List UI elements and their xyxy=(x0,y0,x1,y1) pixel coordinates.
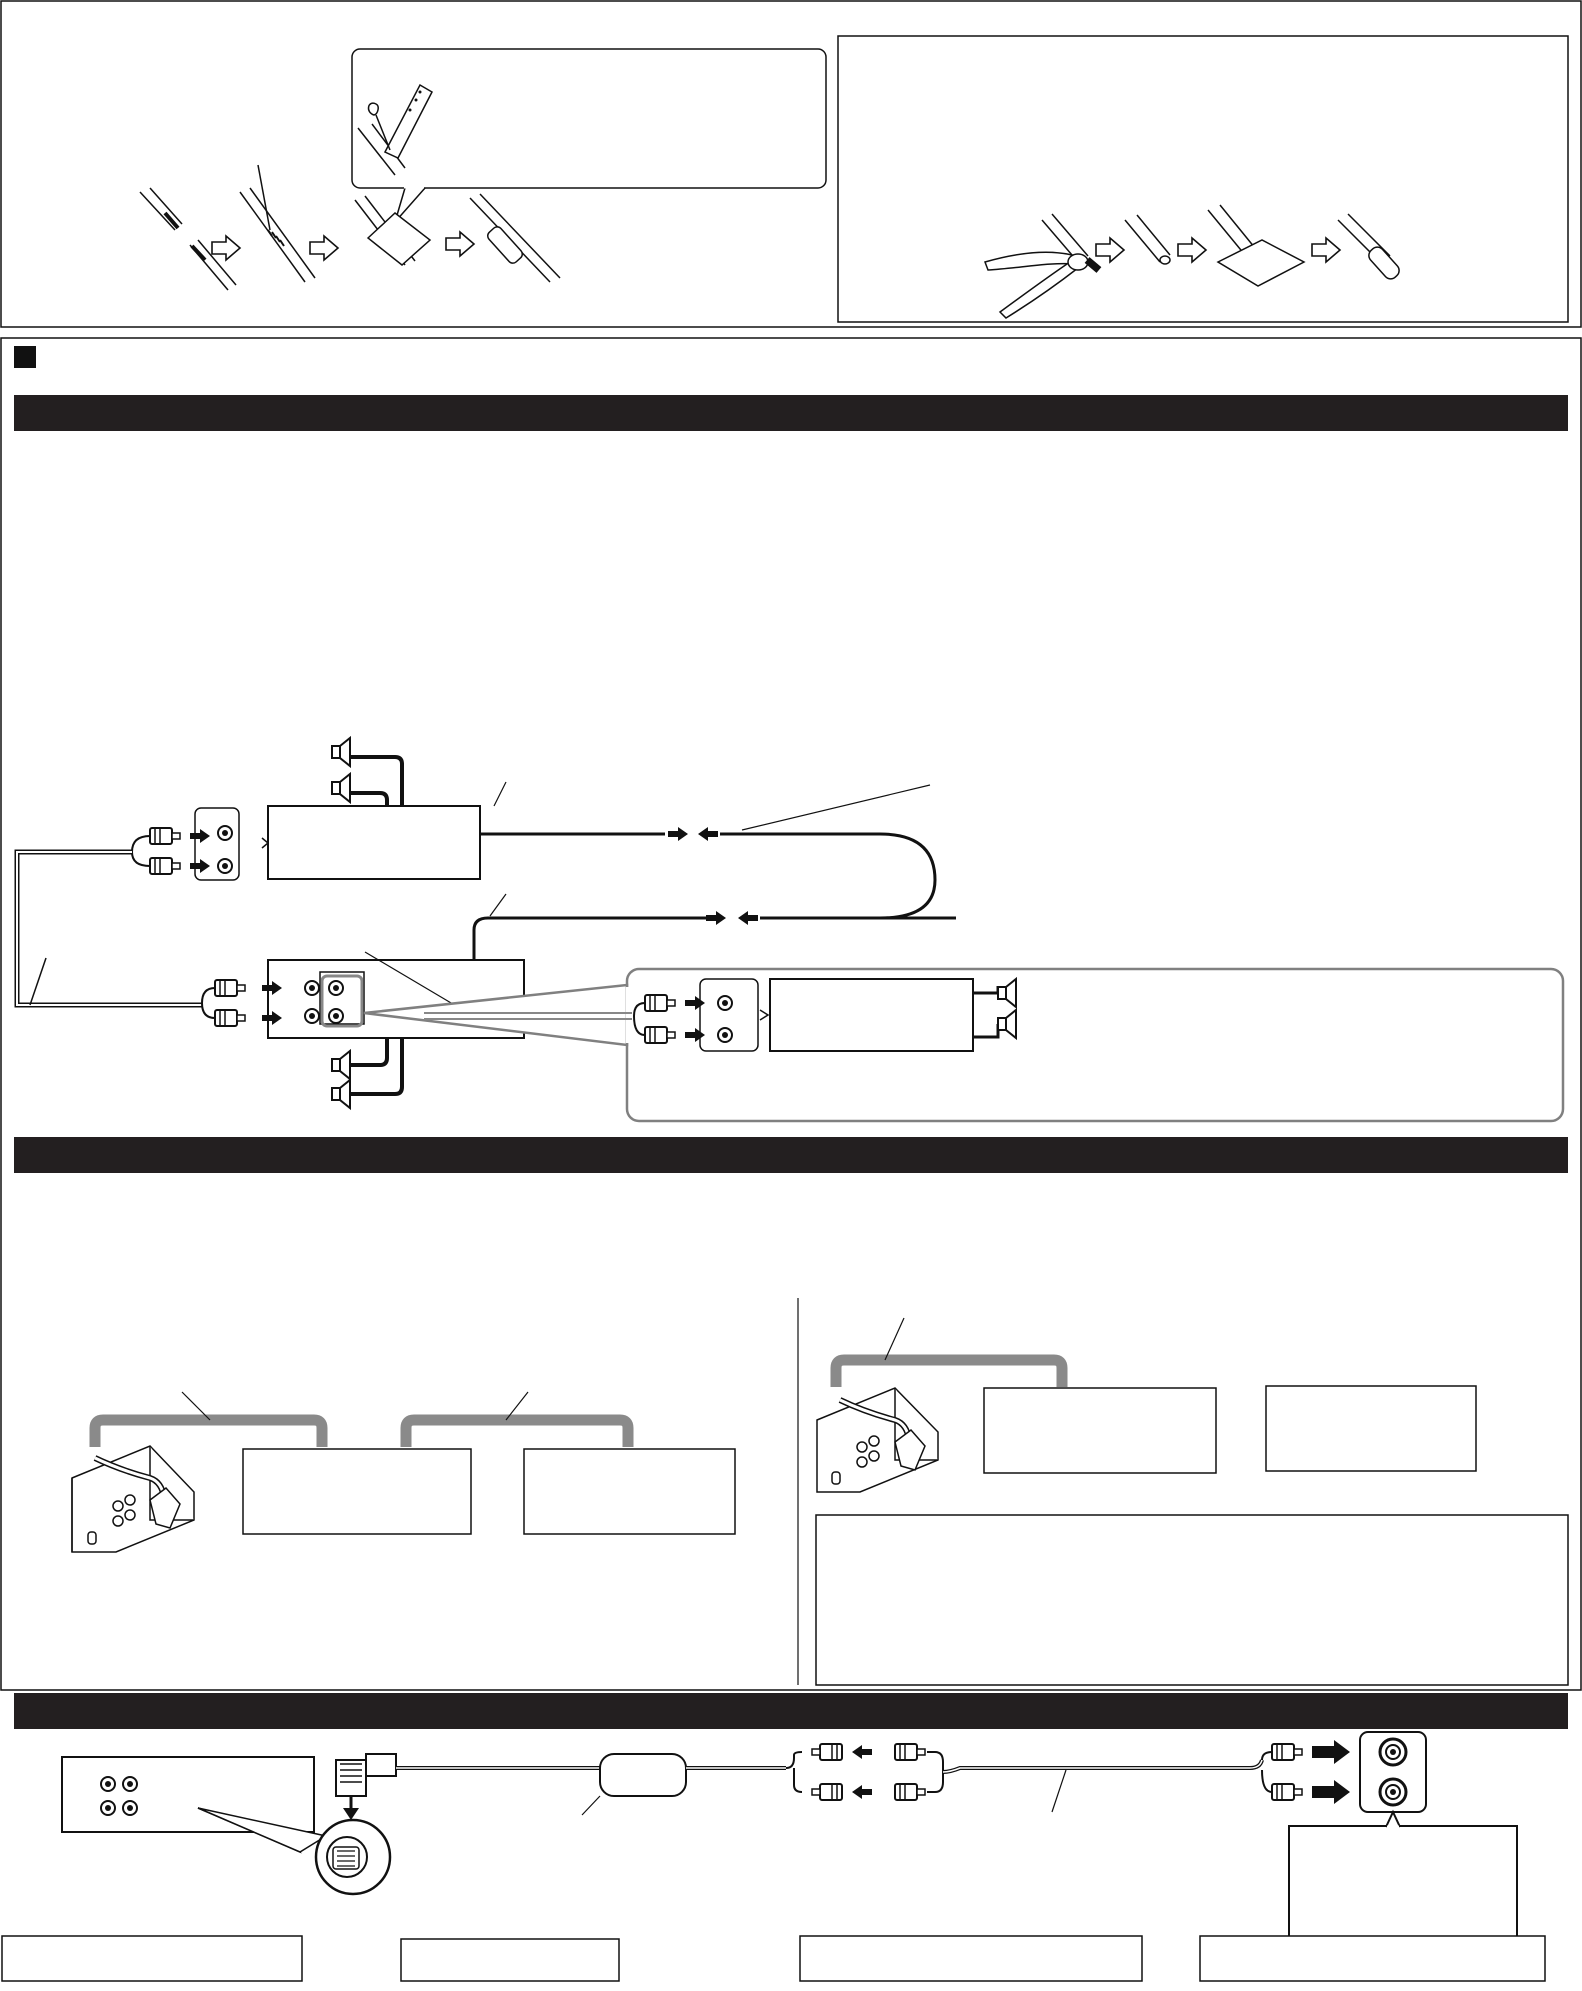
section-bar-1 xyxy=(14,395,1568,431)
subwoofer-callout xyxy=(627,969,1563,1121)
insulation-steps xyxy=(1125,205,1402,286)
sub-amplifier-box xyxy=(770,979,973,1051)
step-arrow-icon xyxy=(1096,238,1124,262)
footer-box-1 xyxy=(2,1936,302,1981)
rca-plug-icon xyxy=(150,828,180,844)
footer xyxy=(2,1936,1545,1981)
component-box-2 xyxy=(524,1449,735,1534)
left-arrow-icon xyxy=(852,1745,872,1759)
soldering-callout xyxy=(352,49,826,188)
rca-plug-icon xyxy=(215,980,245,996)
rca-plug-icon xyxy=(812,1784,842,1800)
rca-plug-icon xyxy=(812,1744,842,1760)
amplifier-wiring-diagram xyxy=(17,738,1563,1121)
receiver-chassis-icon xyxy=(817,1388,938,1492)
footer-box-2 xyxy=(401,1939,619,1981)
rca-jack-icon xyxy=(1380,1779,1406,1805)
footer-box-4 xyxy=(1200,1936,1545,1981)
external-chain-left xyxy=(72,1392,735,1552)
left-arrow-icon xyxy=(852,1785,872,1799)
rca-jack-icon xyxy=(329,1009,343,1023)
receiver-chassis-icon xyxy=(72,1446,194,1552)
rca-jack-icon xyxy=(718,996,732,1010)
rca-plug-icon xyxy=(1272,1784,1302,1800)
speaker-icon xyxy=(332,738,350,766)
section-marker xyxy=(14,346,36,368)
section-bar-3 xyxy=(14,1693,1568,1729)
rca-jack-icon xyxy=(218,859,232,873)
rca-jack-icon xyxy=(101,1801,115,1815)
right-arrow-icon xyxy=(1312,1780,1350,1804)
rca-jack-icon xyxy=(329,981,343,995)
right-arrow-icon xyxy=(706,911,726,925)
insulation-panel xyxy=(838,36,1568,322)
upper-amplifier-box xyxy=(268,806,480,879)
right-arrow-icon xyxy=(1312,1740,1350,1764)
rca-jack-icon xyxy=(305,981,319,995)
step-arrow-icon xyxy=(1312,238,1340,262)
rca-jack-icon xyxy=(718,1028,732,1042)
adapter-cable-diagram xyxy=(62,1732,1517,1951)
rca-plug-icon xyxy=(895,1744,925,1760)
component-box-3 xyxy=(984,1388,1216,1473)
unit-rear-box xyxy=(62,1757,314,1832)
note-box xyxy=(816,1515,1568,1685)
external-input-box xyxy=(1289,1826,1517,1951)
connector-plug-icon xyxy=(316,1754,396,1894)
rca-jack-icon xyxy=(101,1777,115,1791)
pliers-icon xyxy=(985,214,1100,318)
section-bar-2 xyxy=(14,1137,1568,1173)
step-arrow-icon xyxy=(310,236,338,260)
rca-plug-icon xyxy=(150,858,180,874)
rca-jack-icon xyxy=(305,1009,319,1023)
rca-plug-icon xyxy=(1272,1744,1302,1760)
step-arrow-icon xyxy=(212,236,240,260)
rca-jack-icon xyxy=(218,826,232,840)
component-box-1 xyxy=(243,1449,471,1534)
step-arrow-icon xyxy=(446,232,474,256)
cable-box xyxy=(600,1754,686,1796)
rca-jack-icon xyxy=(123,1777,137,1791)
rca-jack-icon xyxy=(1380,1739,1406,1765)
rca-plug-icon xyxy=(895,1784,925,1800)
right-arrow-icon xyxy=(668,827,688,841)
left-arrow-icon xyxy=(698,827,718,841)
rca-plug-icon xyxy=(215,1010,245,1026)
speaker-icon xyxy=(332,774,350,802)
speaker-icon xyxy=(332,1051,350,1079)
left-arrow-icon xyxy=(738,911,758,925)
rca-jack-icon xyxy=(123,1801,137,1815)
footer-box-3 xyxy=(800,1936,1142,1981)
external-chain-right xyxy=(816,1318,1568,1685)
step-arrow-icon xyxy=(1178,238,1206,262)
component-box-4 xyxy=(1266,1386,1476,1471)
speaker-icon xyxy=(332,1080,350,1108)
